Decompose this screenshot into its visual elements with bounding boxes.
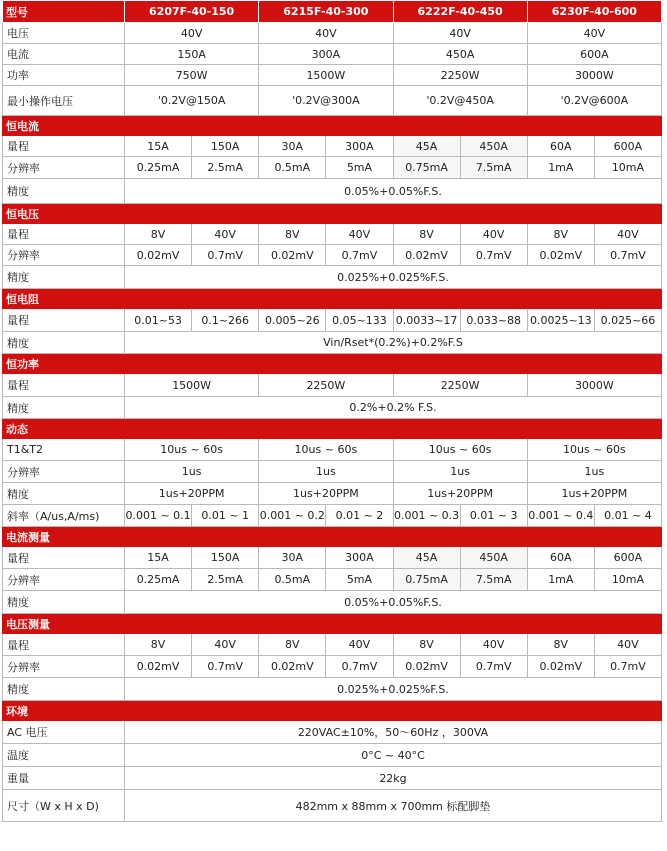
table-cell: 3000W bbox=[527, 65, 661, 86]
table-cell: 0.01 ~ 2 bbox=[326, 505, 393, 527]
cc-resolution-row bbox=[3, 157, 662, 179]
dyn-accuracy-row bbox=[3, 483, 662, 505]
table-cell: 0.005~26 bbox=[259, 309, 326, 332]
table-cell: 8V bbox=[259, 634, 326, 656]
row-label: 量程 bbox=[3, 634, 125, 656]
table-cell: 10us ~ 60s bbox=[125, 439, 259, 461]
section-title: 恒电阻 bbox=[3, 289, 662, 309]
table-cell: 600A bbox=[594, 547, 661, 569]
table-cell: 1us bbox=[527, 461, 661, 483]
table-cell: 220VAC±10%，50～60Hz ，300VA bbox=[125, 721, 662, 744]
table-cell: 0.7mV bbox=[192, 245, 259, 266]
section-title: 恒电流 bbox=[3, 116, 662, 136]
power-row bbox=[3, 65, 662, 86]
imeas-resolution-row bbox=[3, 569, 662, 591]
model-label: 型号 bbox=[3, 1, 125, 23]
dyn-t1t2-row bbox=[3, 439, 662, 461]
table-cell: 22kg bbox=[125, 767, 662, 790]
table-cell: 0.25mA bbox=[125, 157, 192, 179]
table-cell: 1us bbox=[259, 461, 393, 483]
table-cell: 7.5mA bbox=[460, 157, 527, 179]
table-cell: 8V bbox=[527, 224, 594, 245]
table-cell: 1500W bbox=[125, 374, 259, 397]
table-cell: 1mA bbox=[527, 569, 594, 591]
row-label: 分辨率 bbox=[3, 656, 125, 678]
table-cell: 0.7mV bbox=[326, 656, 393, 678]
table-cell: 40V bbox=[393, 23, 527, 44]
table-cell: 0.01 ~ 1 bbox=[192, 505, 259, 527]
row-label: 量程 bbox=[3, 547, 125, 569]
table-cell: 0.02mV bbox=[259, 245, 326, 266]
table-cell: 0.033~88 bbox=[460, 309, 527, 332]
table-cell: 1us+20PPM bbox=[393, 483, 527, 505]
table-cell: 40V bbox=[259, 23, 393, 44]
table-cell: 1us+20PPM bbox=[527, 483, 661, 505]
section-row bbox=[3, 527, 662, 547]
table-cell: 0.01 ~ 4 bbox=[594, 505, 661, 527]
row-label: 精度 bbox=[3, 266, 125, 289]
table-cell: 40V bbox=[460, 634, 527, 656]
row-label: 电压 bbox=[3, 23, 125, 44]
table-cell: 0.7mV bbox=[594, 245, 661, 266]
table-cell: 450A bbox=[460, 547, 527, 569]
section-title: 恒功率 bbox=[3, 354, 662, 374]
row-label: T1&T2 bbox=[3, 439, 125, 461]
table-cell: 10mA bbox=[594, 157, 661, 179]
table-cell: 150A bbox=[192, 547, 259, 569]
table-cell: 2250W bbox=[393, 65, 527, 86]
row-label: 分辨率 bbox=[3, 157, 125, 179]
table-cell: 45A bbox=[393, 136, 460, 157]
table-cell: 0.02mV bbox=[527, 656, 594, 678]
table-cell: 0.0025~13 bbox=[527, 309, 594, 332]
table-cell: 0.025%+0.025%F.S. bbox=[125, 266, 662, 289]
table-cell: 40V bbox=[125, 23, 259, 44]
table-cell: 300A bbox=[326, 547, 393, 569]
table-cell: 0.025%+0.025%F.S. bbox=[125, 678, 662, 701]
row-label: 温度 bbox=[3, 744, 125, 767]
table-cell: 0.02mV bbox=[393, 245, 460, 266]
section-title: 动态 bbox=[3, 419, 662, 439]
table-cell: 300A bbox=[259, 44, 393, 65]
cv-range-row bbox=[3, 224, 662, 245]
row-label: 量程 bbox=[3, 136, 125, 157]
table-cell: 0.05%+0.05%F.S. bbox=[125, 591, 662, 614]
table-cell: Vin/Rset*(0.2%)+0.2%F.S bbox=[125, 332, 662, 354]
table-cell: 8V bbox=[393, 224, 460, 245]
table-cell: 1us+20PPM bbox=[125, 483, 259, 505]
row-label: 分辨率 bbox=[3, 245, 125, 266]
vmeas-accuracy-row bbox=[3, 678, 662, 701]
imeas-range-row bbox=[3, 547, 662, 569]
table-cell: 10us ~ 60s bbox=[259, 439, 393, 461]
table-cell: 5mA bbox=[326, 157, 393, 179]
env-weight-row bbox=[3, 767, 662, 790]
table-cell: 0.05~133 bbox=[326, 309, 393, 332]
table-cell: 0.7mV bbox=[192, 656, 259, 678]
table-cell: 40V bbox=[460, 224, 527, 245]
table-cell: 600A bbox=[527, 44, 661, 65]
table-cell: 150A bbox=[125, 44, 259, 65]
table-cell: 2250W bbox=[393, 374, 527, 397]
section-row bbox=[3, 204, 662, 224]
table-cell: 1us+20PPM bbox=[259, 483, 393, 505]
min-voltage-row bbox=[3, 86, 662, 116]
dyn-resolution-row bbox=[3, 461, 662, 483]
cc-accuracy-row bbox=[3, 179, 662, 204]
env-size-row bbox=[3, 790, 662, 822]
env-temp-row bbox=[3, 744, 662, 767]
table-cell: 150A bbox=[192, 136, 259, 157]
cp-accuracy-row bbox=[3, 397, 662, 419]
row-label: 功率 bbox=[3, 65, 125, 86]
table-cell: 1500W bbox=[259, 65, 393, 86]
row-label: 分辨率 bbox=[3, 461, 125, 483]
vmeas-range-row bbox=[3, 634, 662, 656]
table-cell: 0.001 ~ 0.2 bbox=[259, 505, 326, 527]
table-cell: 0.7mV bbox=[460, 656, 527, 678]
row-label: 尺寸（W x H x D) bbox=[3, 790, 125, 822]
table-cell: 0°C ~ 40°C bbox=[125, 744, 662, 767]
table-cell: 300A bbox=[326, 136, 393, 157]
table-cell: 0.7mV bbox=[460, 245, 527, 266]
imeas-accuracy-row bbox=[3, 591, 662, 614]
row-label: 最小操作电压 bbox=[3, 86, 125, 116]
table-cell: 0.001 ~ 0.4 bbox=[527, 505, 594, 527]
row-label: AC 电压 bbox=[3, 721, 125, 744]
table-cell: 0.02mV bbox=[259, 656, 326, 678]
table-cell: 7.5mA bbox=[460, 569, 527, 591]
vmeas-resolution-row bbox=[3, 656, 662, 678]
section-title: 电压测量 bbox=[3, 614, 662, 634]
table-cell: 15A bbox=[125, 547, 192, 569]
cc-range-row bbox=[3, 136, 662, 157]
row-label: 精度 bbox=[3, 397, 125, 419]
model-name: 6230F-40-600 bbox=[527, 1, 661, 23]
row-label: 电流 bbox=[3, 44, 125, 65]
table-cell: '0.2V@300A bbox=[259, 86, 393, 116]
table-cell: 45A bbox=[393, 547, 460, 569]
table-cell: 40V bbox=[326, 224, 393, 245]
section-title: 环境 bbox=[3, 701, 662, 721]
table-cell: 450A bbox=[393, 44, 527, 65]
table-cell: 0.75mA bbox=[393, 569, 460, 591]
table-cell: 60A bbox=[527, 547, 594, 569]
table-cell: 0.001 ~ 0.3 bbox=[393, 505, 460, 527]
table-cell: 40V bbox=[527, 23, 661, 44]
table-cell: 1us bbox=[393, 461, 527, 483]
row-label: 精度 bbox=[3, 179, 125, 204]
row-label: 斜率（A/us,A/ms) bbox=[3, 505, 125, 527]
table-cell: 0.7mV bbox=[326, 245, 393, 266]
table-cell: 8V bbox=[393, 634, 460, 656]
table-cell: 3000W bbox=[527, 374, 661, 397]
table-cell: 15A bbox=[125, 136, 192, 157]
table-cell: 0.7mV bbox=[594, 656, 661, 678]
table-cell: 40V bbox=[594, 634, 661, 656]
table-cell: 750W bbox=[125, 65, 259, 86]
table-cell: 40V bbox=[192, 634, 259, 656]
section-row bbox=[3, 614, 662, 634]
table-cell: 0.75mA bbox=[393, 157, 460, 179]
table-cell: 0.02mV bbox=[125, 245, 192, 266]
section-title: 电流测量 bbox=[3, 527, 662, 547]
table-cell: 2.5mA bbox=[192, 157, 259, 179]
table-cell: 10us ~ 60s bbox=[393, 439, 527, 461]
header-row bbox=[3, 1, 662, 23]
cv-resolution-row bbox=[3, 245, 662, 266]
row-label: 精度 bbox=[3, 332, 125, 354]
table-cell: '0.2V@150A bbox=[125, 86, 259, 116]
table-cell: 482mm x 88mm x 700mm 标配脚垫 bbox=[125, 790, 662, 822]
table-cell: 8V bbox=[259, 224, 326, 245]
table-cell: 0.2%+0.2% F.S. bbox=[125, 397, 662, 419]
row-label: 重量 bbox=[3, 767, 125, 790]
row-label: 精度 bbox=[3, 678, 125, 701]
table-cell: 0.05%+0.05%F.S. bbox=[125, 179, 662, 204]
table-cell: 0.01 ~ 3 bbox=[460, 505, 527, 527]
table-cell: 600A bbox=[594, 136, 661, 157]
section-title: 恒电压 bbox=[3, 204, 662, 224]
table-cell: 0.025~66 bbox=[594, 309, 661, 332]
current-row bbox=[3, 44, 662, 65]
row-label: 量程 bbox=[3, 374, 125, 397]
cr-range-row bbox=[3, 309, 662, 332]
model-name: 6207F-40-150 bbox=[125, 1, 259, 23]
table-cell: 30A bbox=[259, 547, 326, 569]
table-cell: 0.01~53 bbox=[125, 309, 192, 332]
table-cell: '0.2V@600A bbox=[527, 86, 661, 116]
cv-accuracy-row bbox=[3, 266, 662, 289]
table-cell: 2250W bbox=[259, 374, 393, 397]
table-cell: 0.02mV bbox=[393, 656, 460, 678]
table-cell: 8V bbox=[527, 634, 594, 656]
spec-table bbox=[2, 0, 662, 822]
table-cell: 8V bbox=[125, 224, 192, 245]
model-name: 6215F-40-300 bbox=[259, 1, 393, 23]
table-cell: 2.5mA bbox=[192, 569, 259, 591]
table-cell: 40V bbox=[192, 224, 259, 245]
model-name: 6222F-40-450 bbox=[393, 1, 527, 23]
table-cell: '0.2V@450A bbox=[393, 86, 527, 116]
table-cell: 0.02mV bbox=[125, 656, 192, 678]
row-label: 精度 bbox=[3, 483, 125, 505]
voltage-row bbox=[3, 23, 662, 44]
row-label: 精度 bbox=[3, 591, 125, 614]
cp-range-row bbox=[3, 374, 662, 397]
row-label: 量程 bbox=[3, 309, 125, 332]
section-row bbox=[3, 116, 662, 136]
table-cell: 10us ~ 60s bbox=[527, 439, 661, 461]
section-row bbox=[3, 289, 662, 309]
table-cell: 0.02mV bbox=[527, 245, 594, 266]
table-cell: 8V bbox=[125, 634, 192, 656]
table-cell: 0.0033~17 bbox=[393, 309, 460, 332]
table-cell: 0.001 ~ 0.1 bbox=[125, 505, 192, 527]
table-cell: 0.5mA bbox=[259, 569, 326, 591]
table-cell: 60A bbox=[527, 136, 594, 157]
row-label: 量程 bbox=[3, 224, 125, 245]
table-cell: 40V bbox=[594, 224, 661, 245]
table-cell: 0.25mA bbox=[125, 569, 192, 591]
section-row bbox=[3, 419, 662, 439]
table-cell: 0.1~266 bbox=[192, 309, 259, 332]
section-row bbox=[3, 354, 662, 374]
table-cell: 10mA bbox=[594, 569, 661, 591]
table-cell: 0.5mA bbox=[259, 157, 326, 179]
table-cell: 30A bbox=[259, 136, 326, 157]
table-cell: 40V bbox=[326, 634, 393, 656]
table-cell: 1us bbox=[125, 461, 259, 483]
cr-accuracy-row bbox=[3, 332, 662, 354]
row-label: 分辨率 bbox=[3, 569, 125, 591]
section-row bbox=[3, 701, 662, 721]
env-ac-row bbox=[3, 721, 662, 744]
table-cell: 5mA bbox=[326, 569, 393, 591]
dyn-slew-row bbox=[3, 505, 662, 527]
table-cell: 1mA bbox=[527, 157, 594, 179]
table-cell: 450A bbox=[460, 136, 527, 157]
